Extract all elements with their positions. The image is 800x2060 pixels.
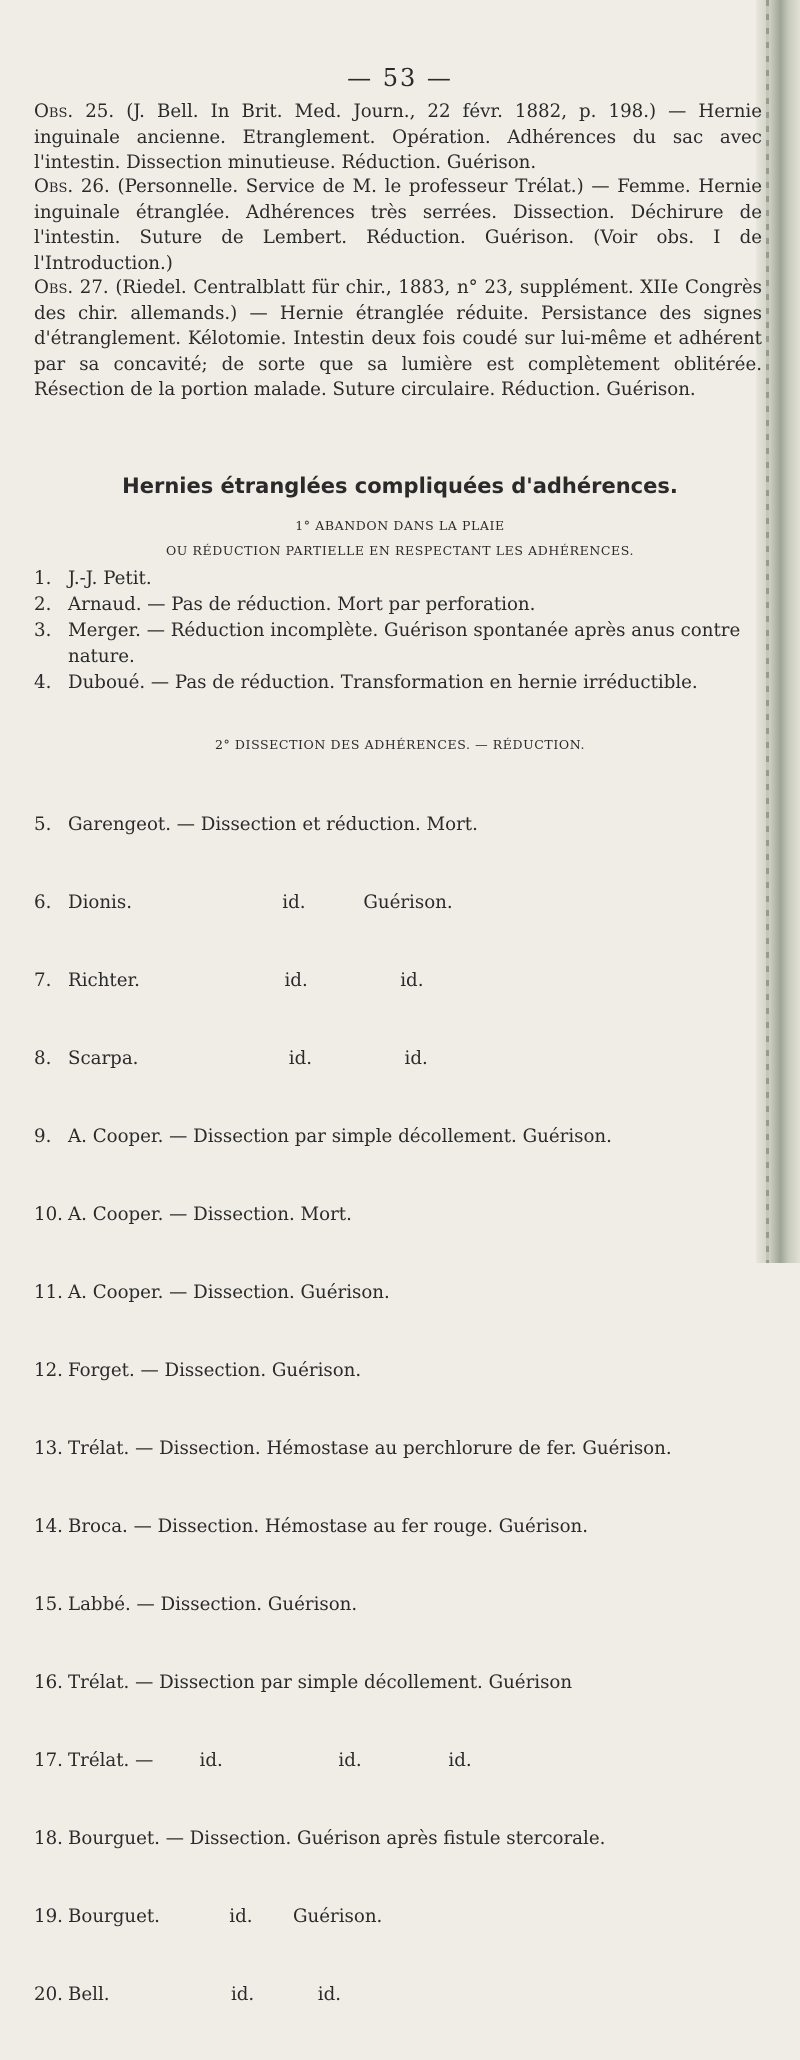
item-text: Richter. id. id.	[68, 970, 424, 991]
observation-label: Obs. 25.	[34, 101, 115, 122]
item-number: 16.	[34, 1672, 63, 1693]
item-number: 1.	[34, 568, 52, 589]
observation-label: Obs. 26.	[34, 176, 110, 197]
list-item	[34, 1124, 764, 1150]
item-text: Dionis. id. Guérison.	[68, 892, 453, 913]
observation-26	[34, 174, 762, 276]
section1-list	[34, 566, 764, 696]
item-number: 2.	[34, 594, 52, 615]
item-text: Garengeot. — Dissection et réduction. Mort.	[68, 814, 478, 835]
observation-text: (Personnelle. Service de M. le professeur Trélat.) — Femme. Hernie inguinale étranglée. Adhérences très serrées. Dissection. Déchirure de l'intestin. Suture de Lembert. Réduction. Guérison. (Voir obs. I de l'Introduction.)	[34, 176, 762, 274]
list-item	[34, 1982, 764, 2008]
list-item	[34, 812, 764, 838]
page-number: — 53 —	[347, 64, 453, 92]
list-item	[34, 1280, 764, 1306]
item-number: 3.	[34, 620, 52, 641]
item-number: 20.	[34, 1984, 63, 2005]
list-item	[34, 618, 764, 670]
list-item	[34, 1826, 764, 1852]
item-text: Bell. id. id.	[68, 1984, 342, 2005]
list-item	[34, 1436, 764, 1462]
list-item	[34, 1748, 764, 1774]
item-number: 12.	[34, 1360, 63, 1381]
observation-label: Obs. 27.	[34, 277, 109, 298]
section1-title-line1: 1° ABANDON DANS LA PLAIE	[295, 518, 505, 533]
list-item	[34, 1202, 764, 1228]
section-heading: Hernies étranglées compliquées d'adhérences.	[122, 474, 678, 498]
list-item	[34, 1514, 764, 1540]
section1-title-line2: OU RÉDUCTION PARTIELLE EN RESPECTANT LES ADHÉRENCES.	[165, 543, 635, 558]
item-text: Bourguet. id. Guérison.	[68, 1906, 383, 1927]
item-text: A. Cooper. — Dissection. Mort.	[68, 1204, 352, 1225]
item-text: Merger. — Réduction incomplète. Guérison spontanée après anus contre nature.	[68, 620, 741, 667]
item-text: J.-J. Petit.	[68, 568, 152, 589]
item-text: A. Cooper. — Dissection par simple décollement. Guérison.	[68, 1126, 612, 1147]
item-number: 11.	[34, 1282, 63, 1303]
item-text: Duboué. — Pas de réduction. Transformation en hernie irréductible.	[68, 672, 698, 693]
item-number: 5.	[34, 814, 52, 835]
item-number: 14.	[34, 1516, 63, 1537]
item-text: Forget. — Dissection. Guérison.	[68, 1360, 362, 1381]
list-item	[34, 592, 764, 618]
item-number: 13.	[34, 1438, 63, 1459]
list-item	[34, 1670, 764, 1696]
list-item	[34, 968, 764, 994]
item-text: Scarpa. id. id.	[68, 1048, 428, 1069]
item-text: Arnaud. — Pas de réduction. Mort par perforation.	[68, 594, 536, 615]
item-number: 17.	[34, 1750, 63, 1771]
item-text: Trélat. — Dissection. Hémostase au perchlorure de fer. Guérison.	[68, 1438, 672, 1459]
item-number: 6.	[34, 892, 52, 913]
item-number: 9.	[34, 1126, 52, 1147]
list-item	[34, 890, 764, 916]
section2-list	[34, 760, 764, 2060]
observation-27	[34, 275, 762, 403]
list-item	[34, 1358, 764, 1384]
item-number: 18.	[34, 1828, 63, 1849]
list-item	[34, 1046, 764, 1072]
list-item	[34, 566, 764, 592]
item-number: 4.	[34, 672, 52, 693]
section2-title: 2° DISSECTION DES ADHÉRENCES. — RÉDUCTION.	[214, 737, 586, 752]
item-number: 7.	[34, 970, 52, 991]
item-text: A. Cooper. — Dissection. Guérison.	[68, 1282, 390, 1303]
list-item	[34, 670, 764, 696]
item-number: 19.	[34, 1906, 63, 1927]
observation-text: (J. Bell. In Brit. Med. Journ., 22 févr. 1882, p. 198.) — Hernie inguinale ancienne. Etranglement. Opération. Adhérences du sac avec l'intestin. Dissection minutieuse. Réduction. Guérison.	[34, 101, 762, 173]
item-number: 8.	[34, 1048, 52, 1069]
observation-text: (Riedel. Centralblatt für chir., 1883, n° 23, supplément. XIIe Congrès des chir. allemands.) — Hernie étranglée réduite. Persistance des signes d'étranglement. Kélotomie. Intestin deux fois coudé sur lui-même et adhérent par sa concavité; de sorte que sa lumière est complètement oblitérée. Résection de la portion malade. Suture circulaire. Réduction. Guérison.	[34, 277, 762, 400]
item-number: 15.	[34, 1594, 63, 1615]
observation-25	[34, 99, 762, 176]
list-item	[34, 1904, 764, 1930]
item-text: Broca. — Dissection. Hémostase au fer rouge. Guérison.	[68, 1516, 589, 1537]
item-text: Labbé. — Dissection. Guérison.	[68, 1594, 358, 1615]
item-text: Bourguet. — Dissection. Guérison après fistule stercorale.	[68, 1828, 606, 1849]
item-number: 10.	[34, 1204, 63, 1225]
item-text: Trélat. — Dissection par simple décollement. Guérison	[68, 1672, 573, 1693]
item-text: Trélat. — id. id. id.	[68, 1750, 472, 1771]
list-item	[34, 1592, 764, 1618]
